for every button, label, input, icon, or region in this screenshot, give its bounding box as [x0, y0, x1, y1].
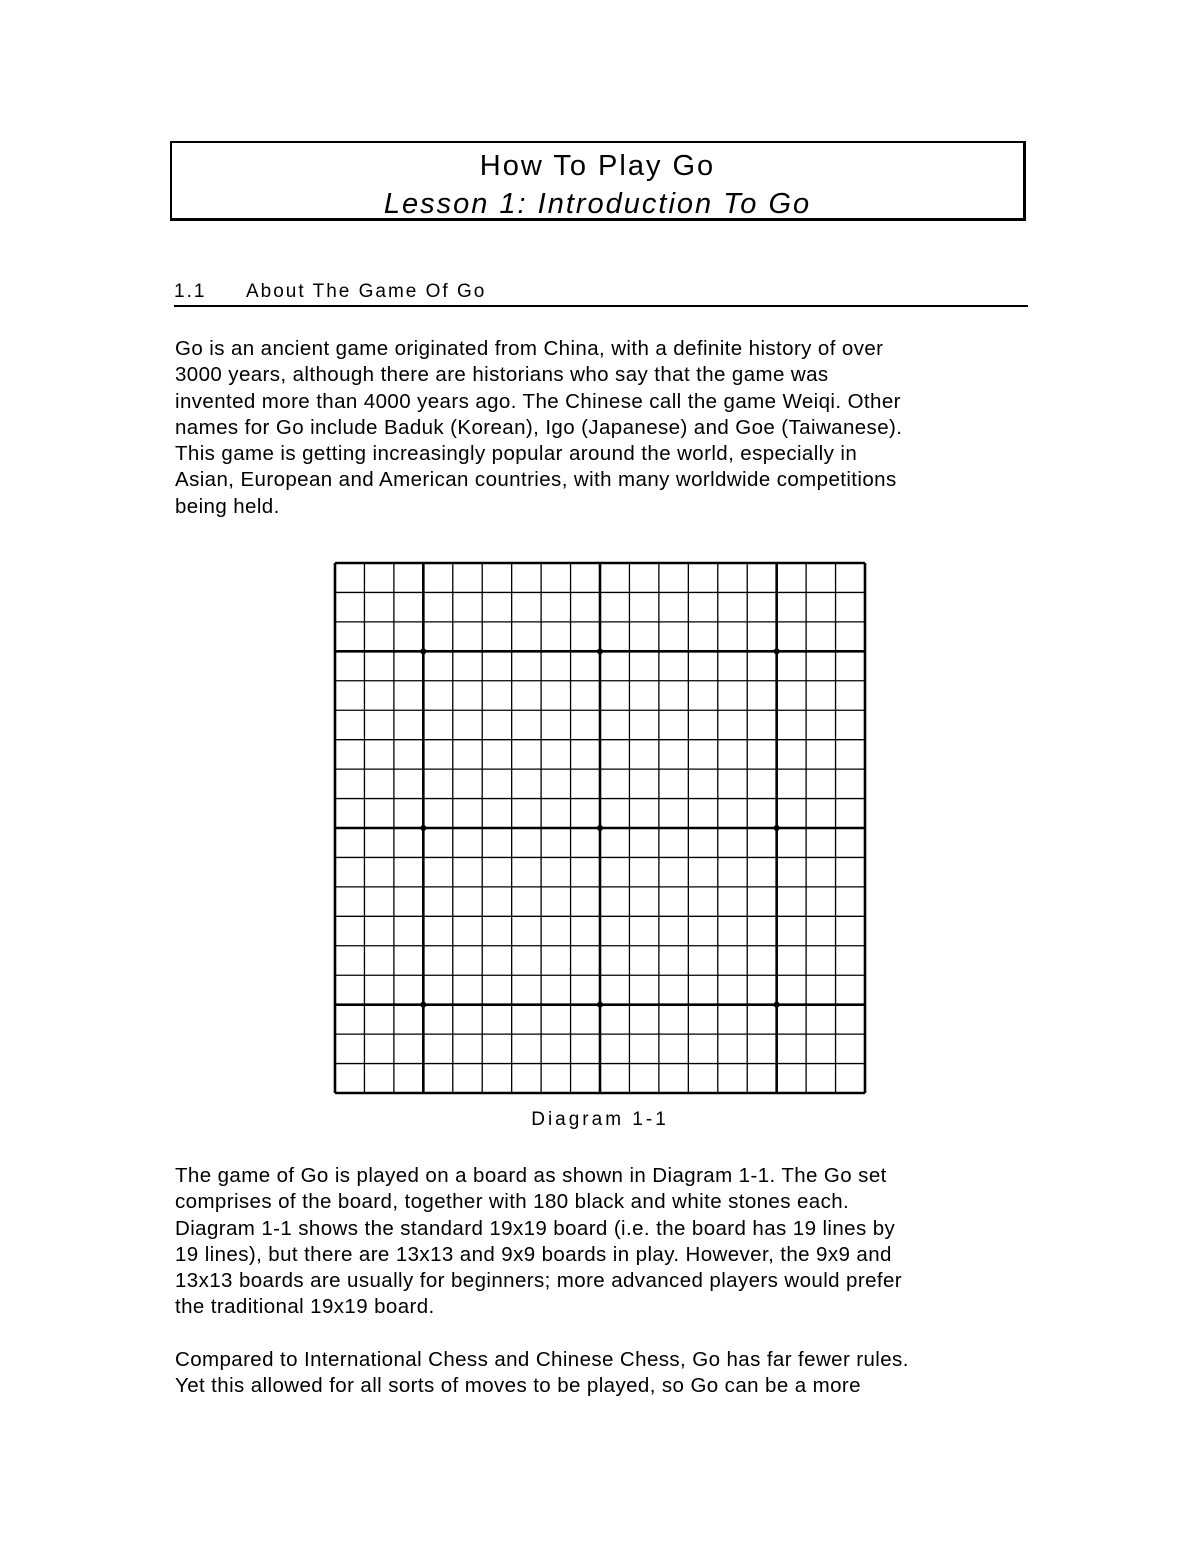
paragraph-line: Yet this allowed for all sorts of moves to be played, so Go can be a more [175, 1374, 861, 1398]
paragraph-line: Compared to International Chess and Chinese Chess, Go has far fewer rules. [175, 1348, 909, 1371]
paragraph-line: 19 lines), but there are 13x13 and 9x9 boards in play. However, the 9x9 and [175, 1242, 892, 1266]
paragraph-line: invented more than 4000 years ago. The Chinese call the game Weiqi. Other [175, 389, 901, 413]
star-point [774, 1002, 780, 1008]
paragraph-line: Diagram 1-1 shows the standard 19x19 board (i.e. the board has 19 lines by [175, 1216, 896, 1240]
paragraph-line: names for Go include Baduk (Korean), Igo (Japanese) and Goe (Taiwanese). [175, 415, 903, 439]
section-heading [174, 281, 1028, 307]
lesson-subtitle: Lesson 1: Introduction To Go [383, 188, 812, 220]
rules-paragraph [175, 1347, 1035, 1400]
intro-paragraph [175, 336, 1035, 520]
star-point [597, 648, 603, 654]
star-point [774, 648, 780, 654]
star-point [774, 825, 780, 831]
diagram-caption: Diagram 1-1 [531, 1109, 669, 1130]
section-title: About The Game Of Go [246, 281, 487, 302]
lesson-title-box [170, 141, 1026, 221]
paragraph-line: 3000 years, although there are historians who say that the game was [175, 363, 829, 387]
paragraph-line: Asian, European and American countries, with many worldwide competitions [175, 468, 897, 492]
go-board-diagram [333, 561, 867, 1095]
paragraph-line: This game is getting increasingly popular around the world, especially in [175, 442, 858, 466]
star-point [420, 1002, 426, 1008]
star-point [420, 825, 426, 831]
paragraph-line: being held. [175, 494, 280, 518]
paragraph-line: comprises of the board, together with 180 black and white stones each. [175, 1190, 850, 1214]
board-paragraph [175, 1163, 1035, 1321]
star-point [597, 1002, 603, 1008]
paragraph-line: The game of Go is played on a board as shown in Diagram 1-1. The Go set [175, 1164, 887, 1187]
paragraph-line: Go is an ancient game originated from China, with a definite history of over [175, 337, 884, 360]
paragraph-line: 13x13 boards are usually for beginners; more advanced players would prefer [175, 1269, 902, 1293]
paragraph-line: the traditional 19x19 board. [175, 1295, 435, 1319]
document-title: How To Play Go [479, 150, 716, 182]
star-point [597, 825, 603, 831]
star-point [420, 648, 426, 654]
section-number: 1.1 [174, 281, 207, 302]
